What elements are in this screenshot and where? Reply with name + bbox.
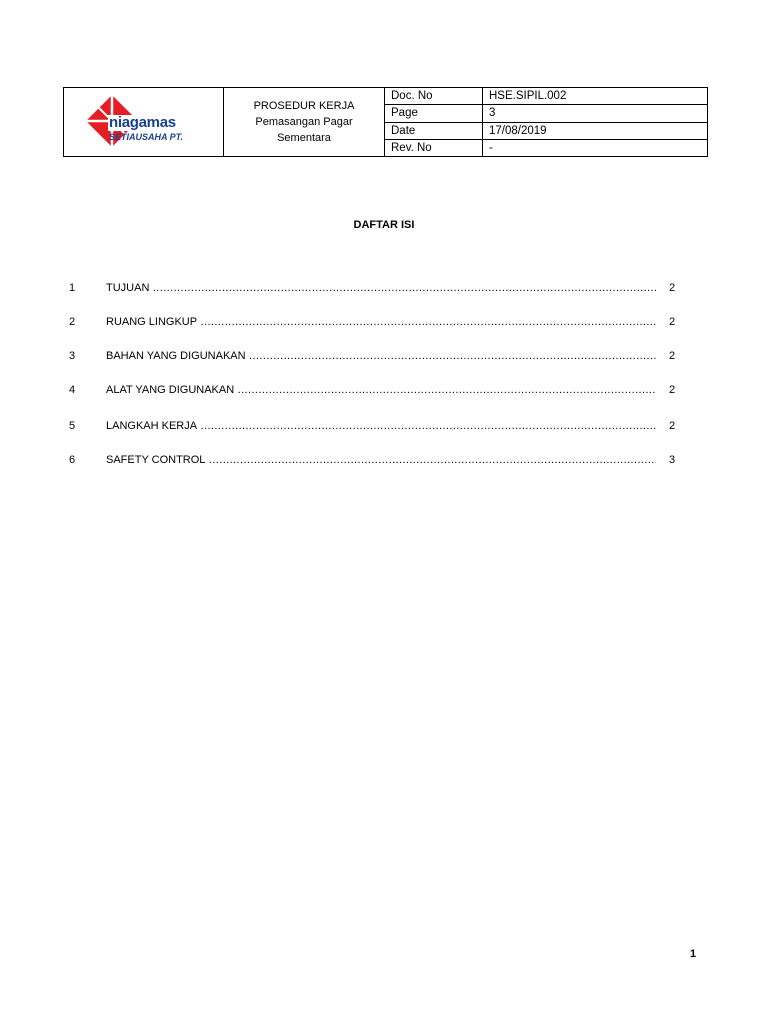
toc-item-title: LANGKAH KERJA .....	[106, 418, 656, 434]
meta-label-rev-no: Rev. No	[385, 139, 483, 156]
meta-value-rev-no: -	[483, 139, 708, 156]
toc-heading: DAFTAR ISI	[353, 219, 415, 231]
toc-item-title: ALAT YANG DIGUNAKAN .....	[106, 382, 656, 398]
toc-item-page: 2	[669, 282, 676, 294]
meta-value-page: 3	[483, 105, 708, 122]
meta-label-page: Page	[385, 105, 483, 122]
page-number: 1	[690, 948, 697, 960]
toc-item-title: TUJUAN .....	[106, 280, 656, 296]
company-logo	[86, 95, 206, 149]
toc-item-number: 3	[69, 350, 76, 362]
toc-item-title: BAHAN YANG DIGUNAKAN .....	[106, 348, 656, 364]
meta-value-doc-no: HSE.SIPIL.002	[483, 88, 708, 105]
meta-value-date: 17/08/2019	[483, 122, 708, 139]
toc-item-title: RUANG LINGKUP .....	[106, 314, 656, 330]
toc-item[interactable]	[0, 280, 768, 296]
toc-item[interactable]	[0, 314, 768, 330]
toc-item-title: SAFETY CONTROL .....	[106, 452, 656, 468]
toc-item-page: 2	[669, 420, 676, 432]
logo-wordmark-niagamas: niagamas	[109, 114, 176, 131]
toc-item[interactable]	[0, 348, 768, 364]
toc-item-page: 2	[669, 316, 676, 328]
meta-label-doc-no: Doc. No	[385, 88, 483, 105]
toc-item[interactable]	[0, 382, 768, 398]
toc-item-number: 2	[69, 316, 76, 328]
meta-label-date: Date	[385, 122, 483, 139]
toc-item-number: 4	[69, 384, 76, 396]
logo-cell	[64, 88, 224, 157]
toc-item-page: 2	[669, 350, 676, 362]
document-title-cell	[224, 88, 385, 157]
toc-item[interactable]	[0, 418, 768, 434]
toc-item-page: 2	[669, 384, 676, 396]
title-line-3: Sementara	[277, 132, 331, 144]
toc-item[interactable]	[0, 452, 768, 468]
toc-item-number: 5	[69, 420, 76, 432]
document-header-table	[63, 87, 708, 157]
toc-item-page: 3	[669, 454, 676, 466]
logo-wordmark-setiausaha: SETIAUSAHA PT.	[109, 132, 184, 142]
toc-item-number: 6	[69, 454, 76, 466]
title-line-1: PROSEDUR KERJA	[253, 100, 355, 112]
title-line-2: Pemasangan Pagar	[255, 116, 353, 128]
toc-item-number: 1	[69, 282, 76, 294]
